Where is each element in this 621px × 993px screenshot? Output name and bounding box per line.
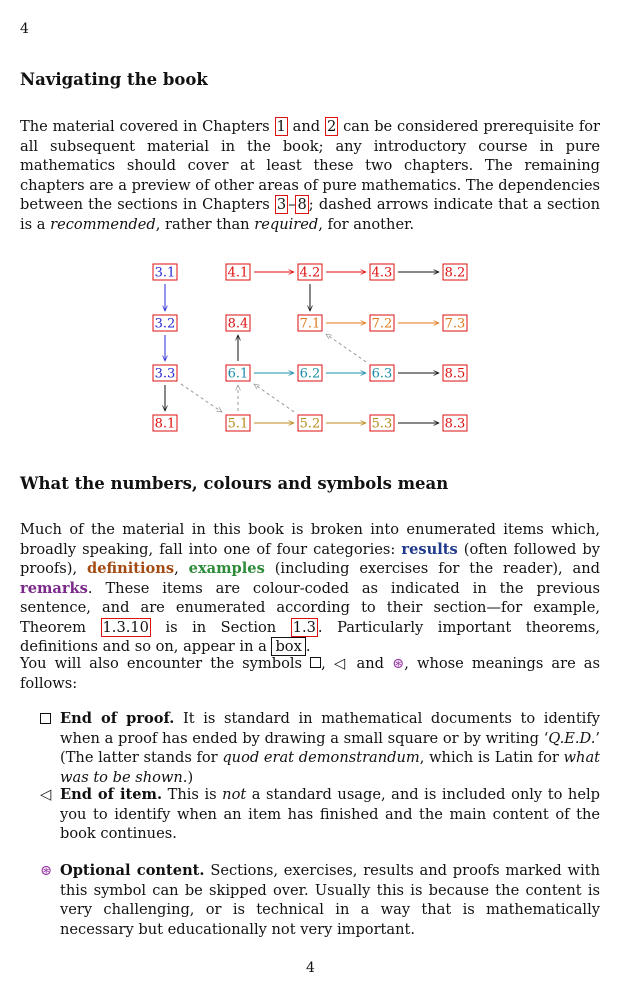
section-node-label: 4.2 — [299, 265, 321, 281]
section-node-7.3[interactable] — [443, 315, 467, 332]
section-node-label: 7.3 — [444, 316, 466, 332]
section-node-6.2[interactable] — [298, 365, 322, 382]
section-node-7.2[interactable] — [370, 315, 394, 332]
section-node-label: 6.1 — [227, 366, 249, 382]
list-item-optional-content: ⊛ Optional content. Sections, exercises, results and proofs marked with this symbol can be skipped over. Usually this is because the content is very challenging, or is technical in a way that is mathematically necessary but educationally not very important. — [40, 862, 600, 938]
section-node-8.2[interactable] — [443, 264, 467, 281]
list-item-end-of-proof: End of proof. It is standard in mathematical documents to identify when a proof has ended by drawing a small square or by writing ‘Q.E.D.’ (The latter stands for quod erat demonstrandum, which is Latin for what was to be shown.) — [40, 709, 600, 787]
section-node-5.1[interactable] — [226, 415, 250, 432]
section-node-5.3[interactable] — [370, 415, 394, 432]
section-node-label: 5.1 — [227, 416, 249, 432]
section-node-8.4[interactable] — [226, 315, 250, 332]
theorem-link[interactable]: 1.3.10 — [102, 618, 149, 636]
section-node-4.2[interactable] — [298, 264, 322, 281]
page-number-top: 4 — [20, 21, 29, 37]
section-node-8.1[interactable] — [153, 415, 177, 432]
section-link[interactable]: 1.3 — [292, 618, 316, 636]
chapter-link[interactable]: 3 — [276, 196, 287, 213]
optional-star-icon: ⊛ — [392, 655, 405, 672]
section-node-label: 4.3 — [371, 265, 393, 281]
section-node-label: 7.2 — [371, 316, 393, 332]
section-node-label: 6.2 — [299, 366, 321, 382]
box-example: box — [271, 637, 305, 656]
list-item-end-of-item: ◁ End of item. This is not a standard usage, and is included only to help you to identify when an item has finished and the main content of the book continues. — [40, 786, 600, 842]
section-node-8.5[interactable] — [443, 365, 467, 382]
section-node-4.1[interactable] — [226, 264, 250, 281]
section-node-3.3[interactable] — [153, 365, 177, 382]
section-node-label: 6.3 — [371, 366, 393, 382]
definitions-term: definitions — [87, 560, 175, 577]
section-node-7.1[interactable] — [298, 315, 322, 332]
square-icon — [310, 657, 321, 668]
section-node-label: 8.1 — [154, 416, 176, 432]
chapter-link[interactable]: 8 — [297, 196, 307, 213]
section-node-label: 8.2 — [444, 265, 466, 281]
results-term: results — [401, 540, 458, 558]
section-node-label: 4.1 — [227, 265, 249, 281]
section-node-label: 8.4 — [227, 316, 249, 332]
section-node-label: 8.3 — [444, 416, 466, 432]
square-icon — [40, 710, 58, 730]
remarks-term: remarks — [20, 579, 88, 597]
optional-star-icon: ⊛ — [40, 862, 53, 879]
categories-paragraph: Much of the material in this book is broken into enumerated items which, broadly speaking, fall into one of four categories: results (often followed by proofs), definitions, examples (including exercises for the reader), and remarks. These items are colour-coded as indicated in the previous sentence, and are enumerated according to their section—for example, Theorem 1.3.10 is in Section 1.3 . Particularly important theorems, definitions and so on, appear in a box . — [20, 521, 600, 655]
chapter-link[interactable]: 1 — [276, 118, 286, 135]
edge-3.3-to-5.1 — [181, 384, 222, 412]
symbols-paragraph: You will also encounter the symbols , ◁ and ⊛, whose meanings are as follows: — [20, 655, 600, 692]
section-node-label: 7.1 — [299, 316, 321, 332]
chapter-link[interactable]: 2 — [326, 118, 337, 135]
intro-paragraph: The material covered in Chapters 1 and 2 can be considered prerequisite for all subsequent material in the book; any introductory course in pure mathematics should cover at least these two chapters. The remaining chapters are a preview of other areas of pure mathematics. The dependencies between the sections in Chapters 3 – 8 ; dashed arrows indicate that a section is a recommended, rather than required, for another. — [20, 118, 601, 233]
section-node-4.3[interactable] — [370, 264, 394, 281]
section-node-3.1[interactable] — [153, 264, 177, 281]
section-node-label: 3.3 — [154, 366, 176, 382]
page-number-bottom: 4 — [306, 960, 315, 976]
section-node-label: 8.5 — [444, 366, 466, 382]
section-node-3.2[interactable] — [153, 315, 177, 332]
section-node-6.3[interactable] — [370, 365, 394, 382]
edge-6.3-to-7.1 — [326, 334, 366, 362]
dependency-graph — [0, 250, 621, 445]
triangle-icon: ◁ — [333, 655, 349, 672]
edge-5.2-to-6.1 — [254, 384, 294, 412]
section-node-label: 3.1 — [154, 265, 176, 281]
heading-numbers-colours: What the numbers, colours and symbols mean — [20, 474, 449, 493]
section-node-8.3[interactable] — [443, 415, 467, 432]
section-node-5.2[interactable] — [298, 415, 322, 432]
section-node-6.1[interactable] — [226, 365, 250, 382]
section-node-label: 5.2 — [299, 416, 321, 432]
heading-navigating: Navigating the book — [20, 70, 208, 89]
examples-term: examples — [188, 560, 265, 577]
triangle-icon: ◁ — [40, 786, 52, 803]
section-node-label: 5.3 — [371, 416, 393, 432]
section-node-label: 3.2 — [154, 316, 176, 332]
